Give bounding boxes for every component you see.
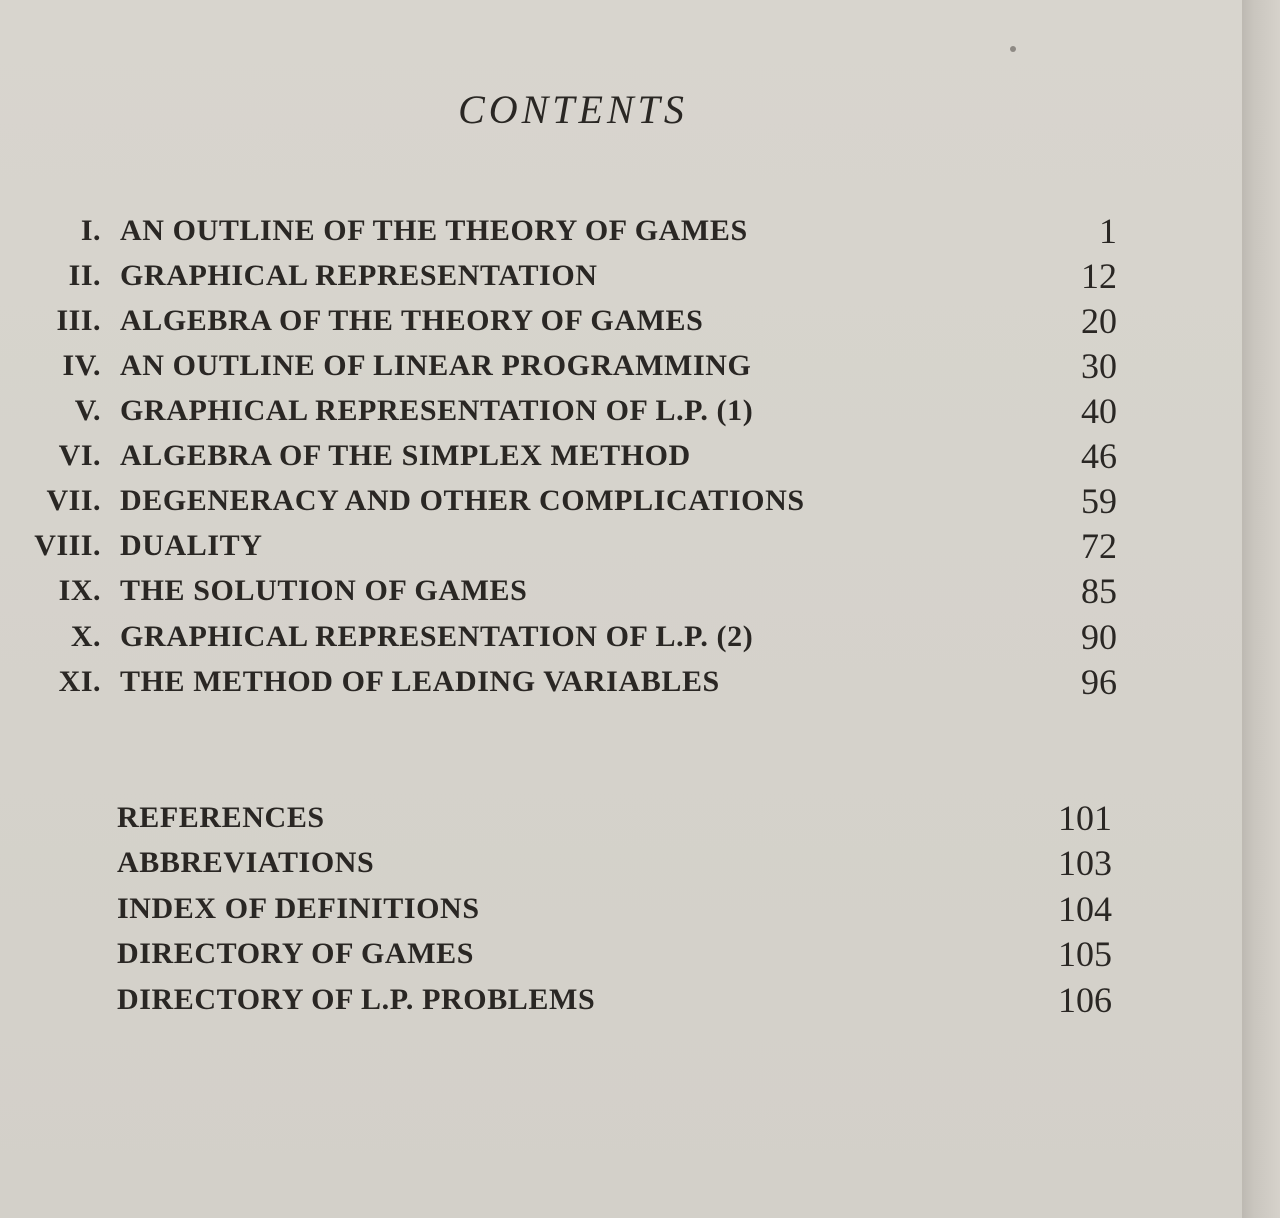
toc-entry <box>0 211 1242 258</box>
chapter-number: IV. <box>62 349 101 382</box>
chapter-title: ALGEBRA OF THE THEORY OF GAMES <box>120 304 704 337</box>
toc-entry <box>0 980 1242 1027</box>
chapter-title: DEGENERACY AND OTHER COMPLICATIONS <box>120 484 805 517</box>
toc-entry <box>0 617 1242 664</box>
page-number: 1 <box>1099 211 1117 251</box>
paper-speck <box>1010 46 1016 52</box>
page-title: CONTENTS <box>458 87 688 132</box>
back-matter-title: DIRECTORY OF GAMES <box>117 937 475 970</box>
chapter-number: IX. <box>58 574 101 607</box>
page-number: 96 <box>1081 662 1117 702</box>
page-number: 90 <box>1081 617 1117 657</box>
toc-entry <box>0 481 1242 528</box>
page-number: 30 <box>1081 346 1117 386</box>
page-number: 106 <box>1058 980 1112 1020</box>
chapter-title: AN OUTLINE OF LINEAR PROGRAMMING <box>120 349 752 382</box>
chapter-number: VII. <box>46 484 101 517</box>
toc-entry <box>0 301 1242 348</box>
page-number: 104 <box>1058 889 1112 929</box>
chapter-title: GRAPHICAL REPRESENTATION OF L.P. (2) <box>120 620 754 653</box>
page-number: 40 <box>1081 391 1117 431</box>
page-number: 85 <box>1081 571 1117 611</box>
page-number: 105 <box>1058 934 1112 974</box>
chapter-title: DUALITY <box>120 529 263 562</box>
chapter-title: THE SOLUTION OF GAMES <box>120 574 528 607</box>
chapter-title: GRAPHICAL REPRESENTATION <box>120 259 598 292</box>
page-number: 101 <box>1058 798 1112 838</box>
chapter-number: XI. <box>58 665 101 698</box>
chapter-number: X. <box>70 620 101 653</box>
toc-entry <box>0 256 1242 303</box>
page-number: 12 <box>1081 256 1117 296</box>
chapter-number: V. <box>74 394 101 427</box>
toc-entry <box>0 662 1242 709</box>
chapter-title: ALGEBRA OF THE SIMPLEX METHOD <box>120 439 691 472</box>
back-matter-title: ABBREVIATIONS <box>117 846 375 879</box>
toc-entry <box>0 571 1242 618</box>
page-number: 103 <box>1058 843 1112 883</box>
chapter-title: THE METHOD OF LEADING VARIABLES <box>120 665 720 698</box>
chapter-number: II. <box>68 259 101 292</box>
toc-entry <box>0 934 1242 981</box>
chapter-title: AN OUTLINE OF THE THEORY OF GAMES <box>120 214 748 247</box>
toc-entry <box>0 843 1242 890</box>
toc-entry <box>0 526 1242 573</box>
toc-entry <box>0 346 1242 393</box>
chapter-number: I. <box>80 214 101 247</box>
back-matter-title: DIRECTORY OF L.P. PROBLEMS <box>117 983 596 1016</box>
chapter-number: III. <box>56 304 101 337</box>
page-number: 59 <box>1081 481 1117 521</box>
back-matter-title: INDEX OF DEFINITIONS <box>117 892 480 925</box>
toc-entry <box>0 798 1242 845</box>
toc-entry <box>0 436 1242 483</box>
chapter-title: GRAPHICAL REPRESENTATION OF L.P. (1) <box>120 394 754 427</box>
page-number: 72 <box>1081 526 1117 566</box>
back-matter-title: REFERENCES <box>117 801 325 834</box>
page-edge-shadow <box>1242 0 1280 1218</box>
page-number: 20 <box>1081 301 1117 341</box>
page-number: 46 <box>1081 436 1117 476</box>
chapter-number: VIII. <box>34 529 101 562</box>
toc-entry <box>0 391 1242 438</box>
toc-entry <box>0 889 1242 936</box>
chapter-number: VI. <box>58 439 101 472</box>
